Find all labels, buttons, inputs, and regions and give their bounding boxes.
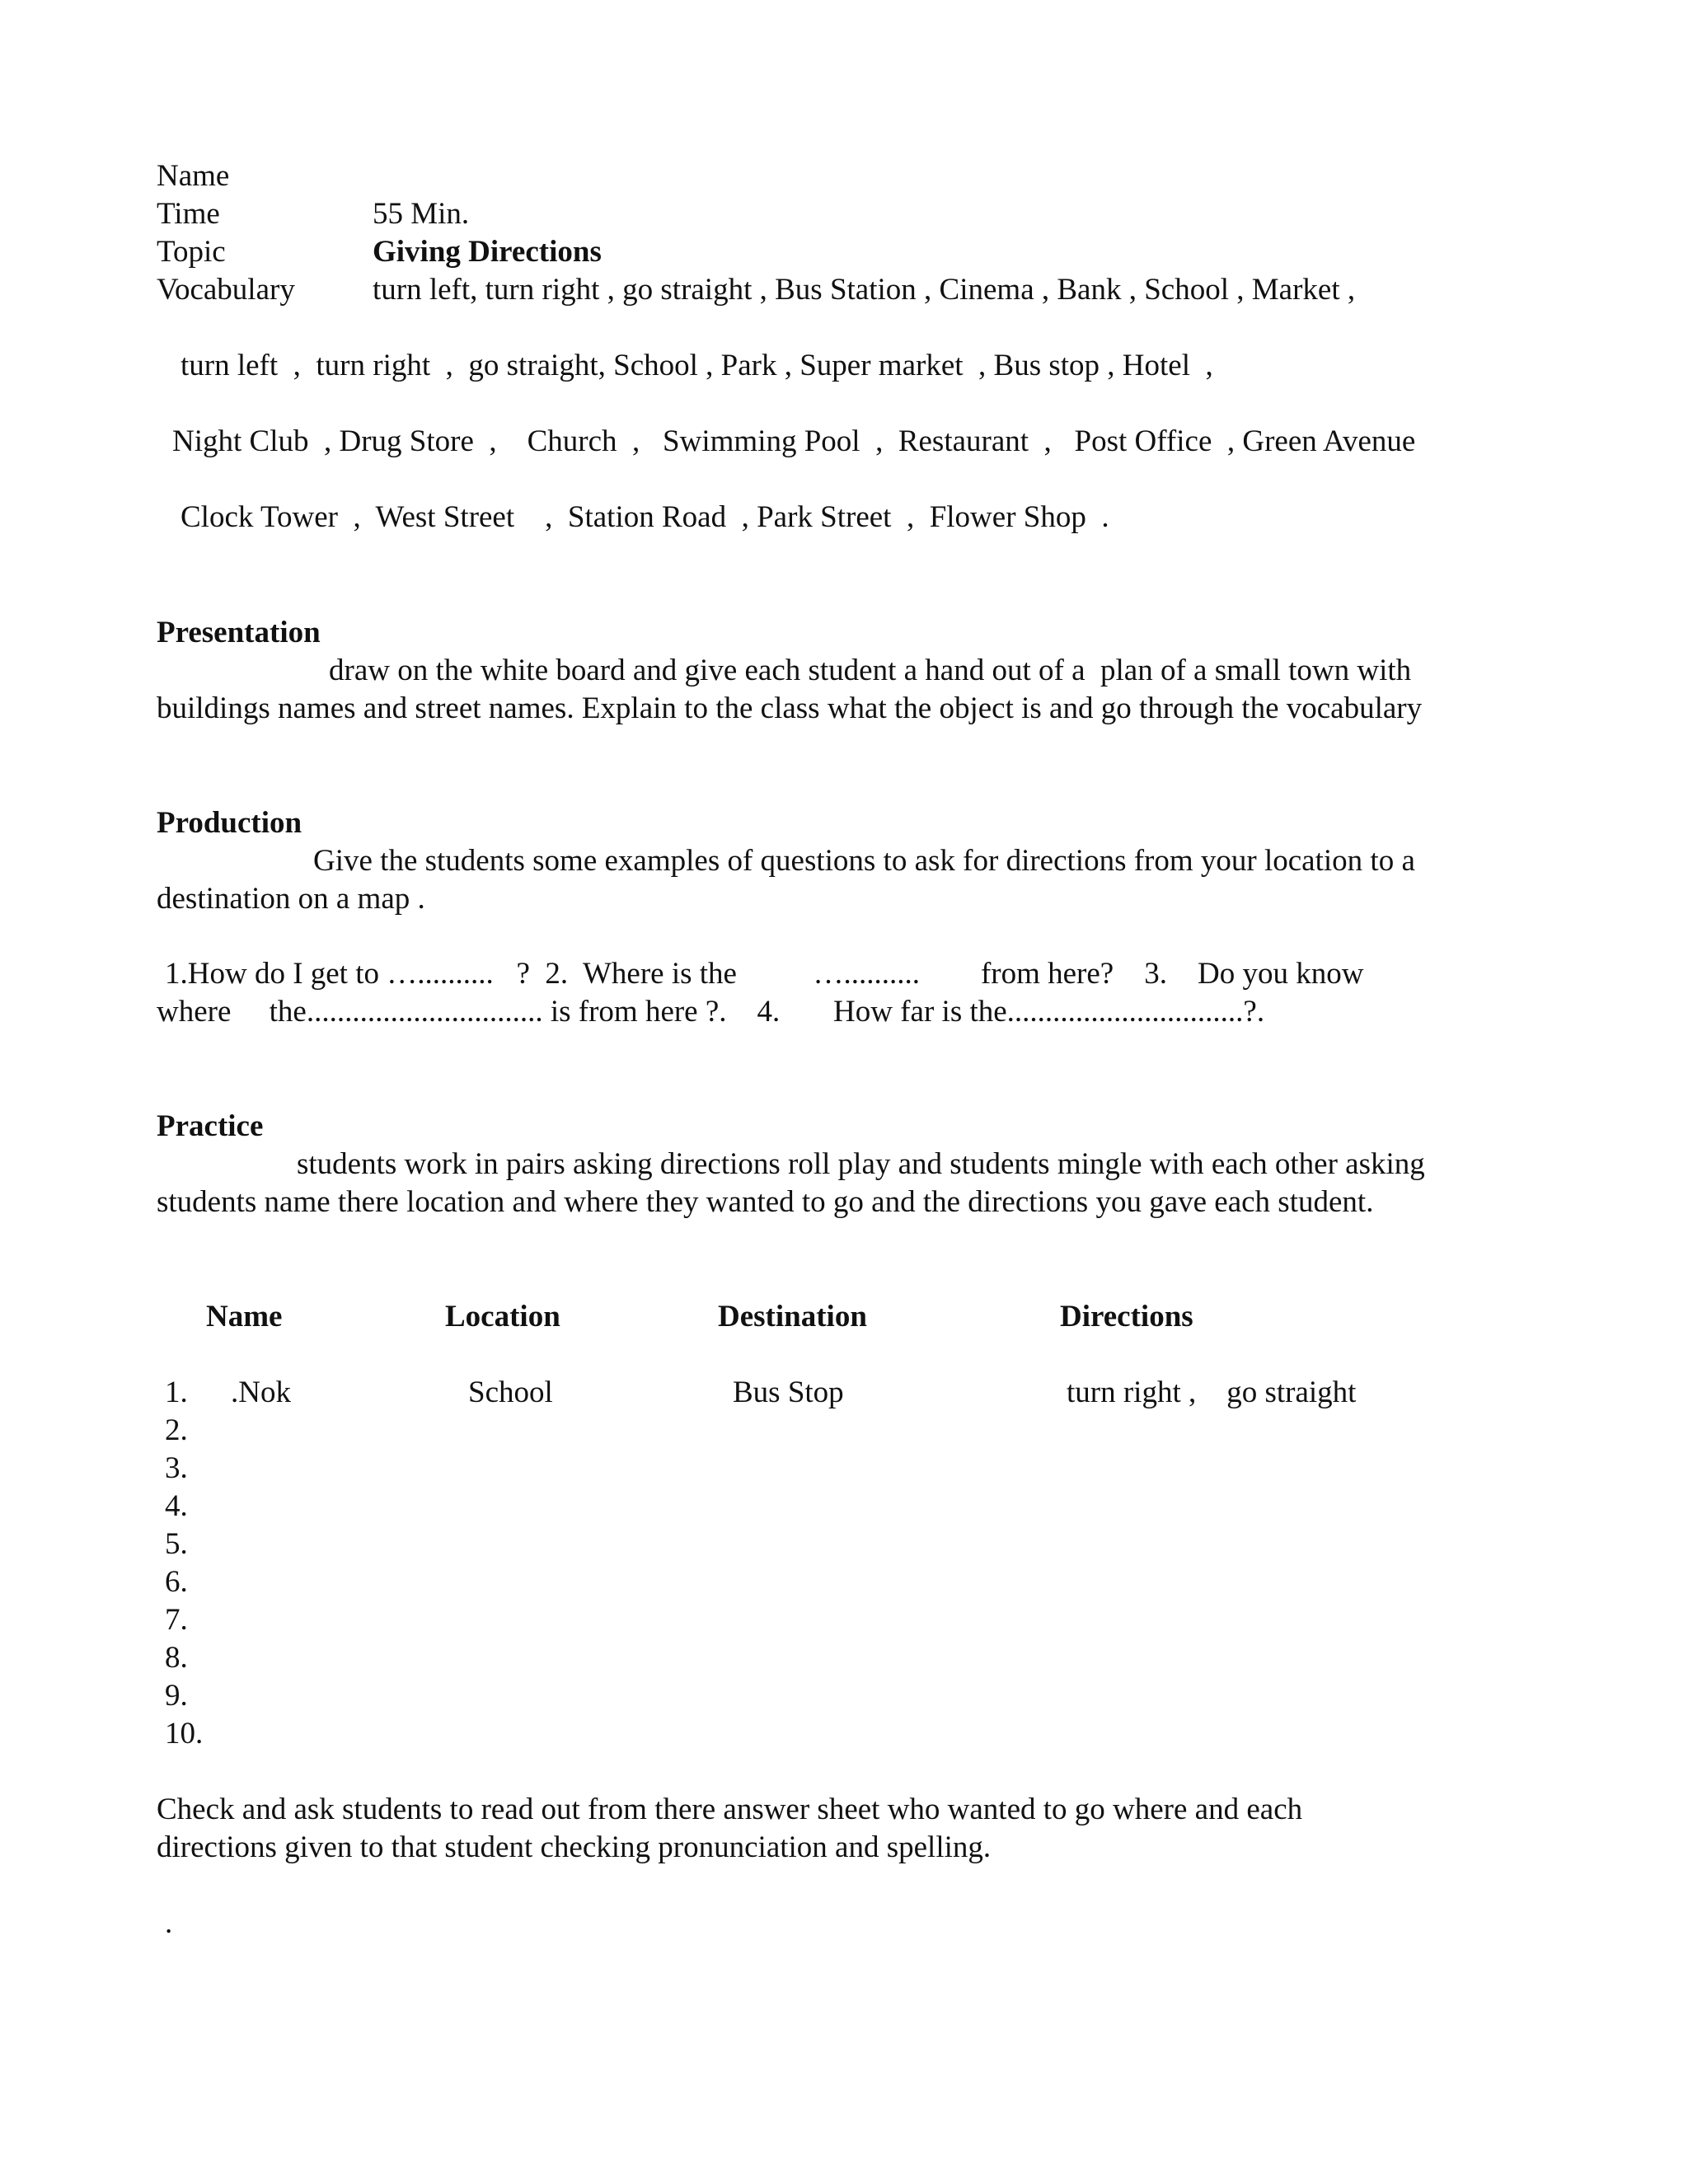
topic-value: Giving Directions — [373, 235, 602, 269]
example-questions-line-2: where the............................... is from here ?. 4. How far is the...............................?. — [157, 995, 1265, 1029]
table-row-number: 7. — [165, 1603, 188, 1637]
production-line-2: destination on a map . — [157, 882, 425, 916]
presentation-line-2: buildings names and street names. Explain to the class what the object is and go through the vocabulary — [157, 691, 1423, 725]
name-label: Name — [157, 159, 230, 193]
practice-line-1: students work in pairs asking directions roll play and students mingle with each other asking — [297, 1147, 1425, 1181]
vocabulary-line-3: Night Club , Drug Store , Church , Swimming Pool , Restaurant , Post Office , Green Avenue — [172, 424, 1416, 458]
closing-dot: . — [165, 1906, 173, 1940]
vocabulary-line-4: Clock Tower , West Street , Station Road , Park Street , Flower Shop . — [181, 500, 1109, 534]
table-row-number: 3. — [165, 1451, 188, 1485]
vocabulary-line-2: turn left , turn right , go straight, School , Park , Super market , Bus stop , Hotel , — [181, 349, 1213, 382]
table-row-number: 4. — [165, 1489, 188, 1523]
closing-line-1: Check and ask students to read out from there answer sheet who wanted to go where and each — [157, 1793, 1303, 1826]
row-name: .Nok — [231, 1376, 291, 1409]
table-row-number: 6. — [165, 1565, 188, 1599]
row-destination: Bus Stop — [733, 1376, 844, 1409]
vocabulary-label: Vocabulary — [157, 273, 295, 307]
table-header-location: Location — [445, 1300, 560, 1333]
example-questions-line-1: 1.How do I get to ….......... ? 2. Where is the ….......... from here? 3. Do you know — [165, 957, 1364, 991]
row-directions: turn right , go straight — [1067, 1376, 1357, 1409]
row-location: School — [468, 1376, 553, 1409]
table-row-number: 8. — [165, 1641, 188, 1675]
time-value: 55 Min. — [373, 197, 470, 231]
table-row-number: 2. — [165, 1413, 188, 1447]
row-number: 1. — [165, 1376, 188, 1409]
table-header-directions: Directions — [1060, 1300, 1193, 1333]
production-heading: Production — [157, 806, 302, 840]
practice-line-2: students name there location and where they wanted to go and the directions you gave each student. — [157, 1185, 1374, 1219]
presentation-heading: Presentation — [157, 616, 321, 649]
practice-heading: Practice — [157, 1109, 264, 1143]
table-row-number: 9. — [165, 1679, 188, 1713]
time-label: Time — [157, 197, 220, 231]
table-header-name: Name — [206, 1300, 283, 1333]
table-header-destination: Destination — [718, 1300, 867, 1333]
closing-line-2: directions given to that student checking pronunciation and spelling. — [157, 1830, 992, 1864]
production-line-1: Give the students some examples of questions to ask for directions from your location to a — [313, 844, 1415, 878]
vocabulary-line-1: turn left, turn right , go straight , Bus Station , Cinema , Bank , School , Market , — [373, 273, 1356, 307]
table-row-number: 5. — [165, 1527, 188, 1561]
table-row-number: 10. — [165, 1717, 204, 1750]
presentation-line-1: draw on the white board and give each student a hand out of a plan of a small town with — [329, 654, 1412, 687]
topic-label: Topic — [157, 235, 226, 269]
